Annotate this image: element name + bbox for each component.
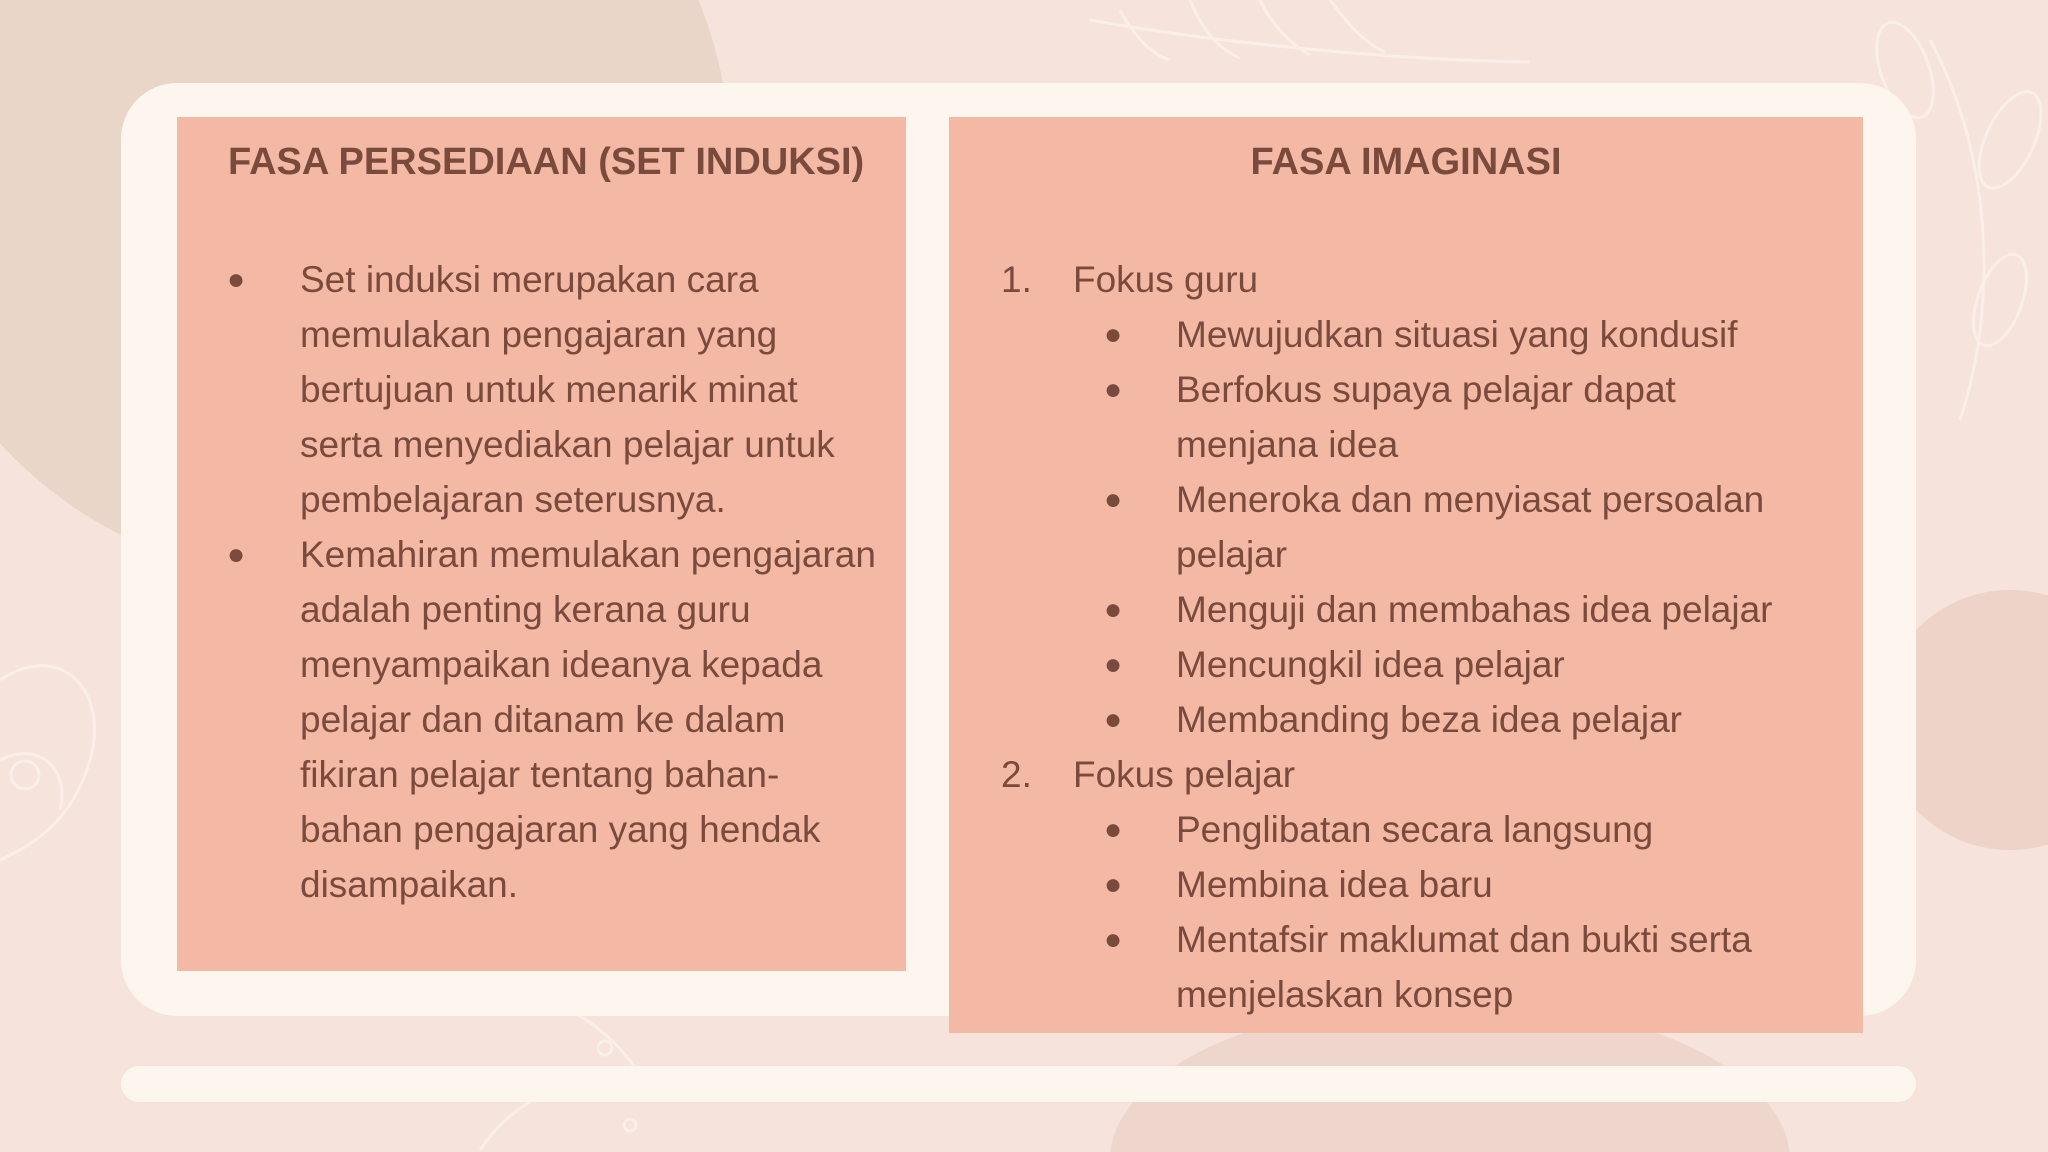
sub-bullet-list (949, 802, 1863, 1022)
numbered-item (949, 252, 1863, 747)
list-item-text: Membanding beza idea pelajar (1176, 699, 1683, 740)
list-item (949, 637, 1863, 692)
bullet-icon: ● (1104, 868, 1123, 901)
list-item-text: Membina idea baru (1176, 864, 1493, 905)
list-item-text: Menguji dan membahas idea pelajar (1176, 589, 1773, 630)
bottom-bar (121, 1066, 1916, 1102)
list-item (177, 527, 906, 912)
item-number: 2. (1001, 754, 1032, 795)
numbered-item (949, 747, 1863, 1022)
bullet-icon: ● (1104, 648, 1123, 681)
list-item-text: Meneroka dan menyiasat persoalan pelajar (1176, 479, 1765, 575)
list-item-text: Set induksi merupakan cara memulakan pengajaran yang bertujuan untuk menarik minat serta menyediakan pelajar untuk pembelajaran seterusnya. (300, 259, 835, 520)
sub-bullet-list (949, 307, 1863, 747)
bullet-icon: ● (1104, 703, 1123, 736)
bullet-icon: ● (1104, 813, 1123, 846)
numbered-list (949, 252, 1863, 1022)
list-item-text: Mewujudkan situasi yang kondusif (1176, 314, 1738, 355)
bullet-icon: ● (1104, 923, 1123, 956)
panel-fasa-imaginasi (949, 117, 1863, 1033)
panel-title: FASA PERSEDIAAN (SET INDUKSI) (228, 141, 865, 183)
list-item (949, 472, 1863, 582)
list-item-text: Kemahiran memulakan pengajaran adalah penting kerana guru menyampaikan ideanya kepada pelajar dan ditanam ke dalam fikiran pelajar tentang bahan-bahan pengajaran yang hendak disampaikan. (300, 534, 876, 905)
panel-title: FASA IMAGINASI (1250, 141, 1562, 183)
list-item-text: Mencungkil idea pelajar (1176, 644, 1565, 685)
list-item (949, 582, 1863, 637)
list-item (949, 362, 1863, 472)
panel-fasa-persediaan (177, 117, 906, 971)
list-item (949, 857, 1863, 912)
bullet-icon: ● (1104, 318, 1123, 351)
list-item-text: Penglibatan secara langsung (1176, 809, 1654, 850)
list-item (949, 802, 1863, 857)
item-label: Fokus guru (1073, 259, 1259, 300)
list-item (949, 307, 1863, 362)
list-item-text: Mentafsir maklumat dan bukti serta menjelaskan konsep (1176, 919, 1752, 1015)
list-item (949, 912, 1863, 1022)
list-item-text: Berfokus supaya pelajar dapat menjana idea (1176, 369, 1676, 465)
list-item (949, 692, 1863, 747)
item-label: Fokus pelajar (1073, 754, 1296, 795)
list-item (177, 252, 906, 527)
item-number: 1. (1001, 259, 1032, 300)
bullet-icon: ● (227, 538, 246, 571)
bullet-list (177, 252, 906, 912)
bullet-icon: ● (227, 263, 246, 296)
bullet-icon: ● (1104, 373, 1123, 406)
bullet-icon: ● (1104, 483, 1123, 516)
bullet-icon: ● (1104, 593, 1123, 626)
